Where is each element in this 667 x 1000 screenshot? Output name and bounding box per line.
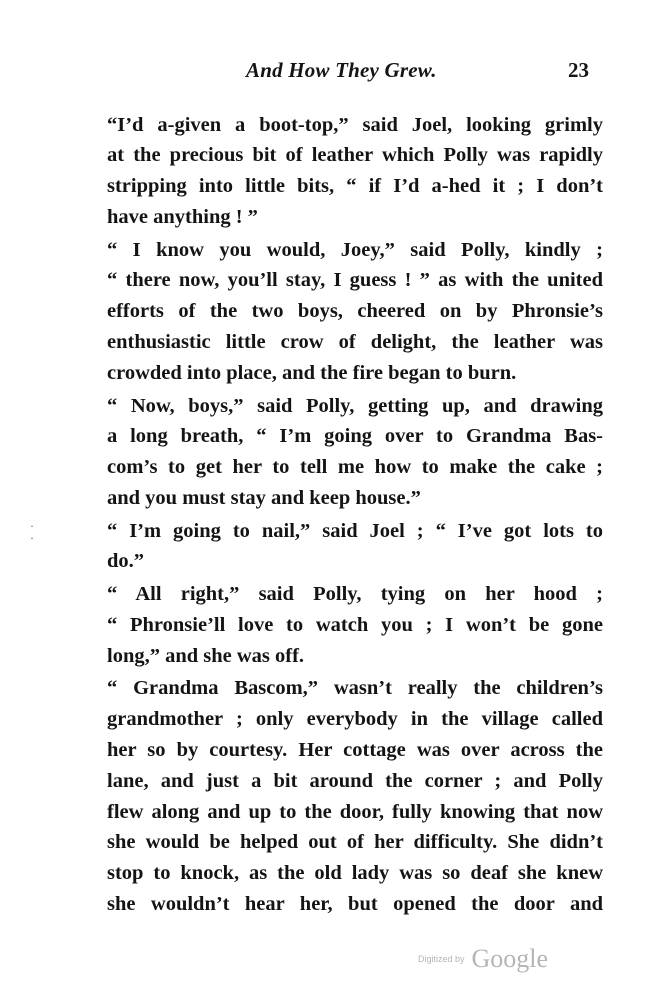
text-line: “ there now, you’ll stay, I guess ! ” as with the united [107,269,603,292]
watermark-prefix: Digitized by [418,954,465,964]
page-number: 23 [568,58,589,82]
text-line: stripping into little bits, “ if I’d a-hed it ; I don’t [107,175,603,198]
text-line: “ I’m going to nail,” said Joel ; “ I’ve got lots to [107,519,603,542]
text-line: “ Now, boys,” said Polly, getting up, and drawing [107,394,603,417]
text-line: lane, and just a bit around the corner ; and Polly [107,769,603,792]
text-line: enthusiastic little crow of delight, the leather was [107,331,603,354]
text-line: crowded into place, and the fire began to burn. [107,362,517,385]
google-logo: Google [471,944,549,973]
text-line: flew along and up to the door, fully knowing that now [107,800,603,823]
text-line: grandmother ; only everybody in the village called [107,707,603,730]
text-line: and you must stay and keep house.” [107,487,421,510]
text-line: she wouldn’t hear her, but opened the door and [107,893,603,916]
text-line: efforts of the two boys, cheered on by Phronsie’s [107,300,603,323]
text-line: her so by courtesy. Her cottage was over across the [107,738,603,761]
text-line: “ Grandma Bascom,” wasn’t really the children’s [107,677,603,700]
text-line: “ All right,” said Polly, tying on her hood ; [107,582,603,605]
text-line: have anything ! ” [107,206,258,229]
text-line: “ Phronsie’ll love to watch you ; I won’t be gone [107,613,603,636]
body-text [107,108,603,920]
text-line: she would be helped out of her difficulty. She didn’t [107,831,603,854]
text-line: “I’d a-given a boot-top,” said Joel, looking grimly [107,113,603,136]
text-line: do.” [107,550,145,573]
running-title: And How They Grew. [246,58,437,82]
text-line: at the precious bit of leather which Polly was rapidly [107,144,603,167]
text-line: long,” and she was off. [107,644,305,667]
text-line: “ I know you would, Joey,” said Polly, kindly ; [107,238,603,261]
margin-speck: · · [30,519,34,545]
text-line: a long breath, “ I’m going over to Grandma Bas- [107,425,603,448]
digitized-watermark [418,944,548,974]
text-line: stop to knock, as the old lady was so deaf she knew [107,862,603,885]
text-line: com’s to get her to tell me how to make the cake ; [107,456,603,479]
